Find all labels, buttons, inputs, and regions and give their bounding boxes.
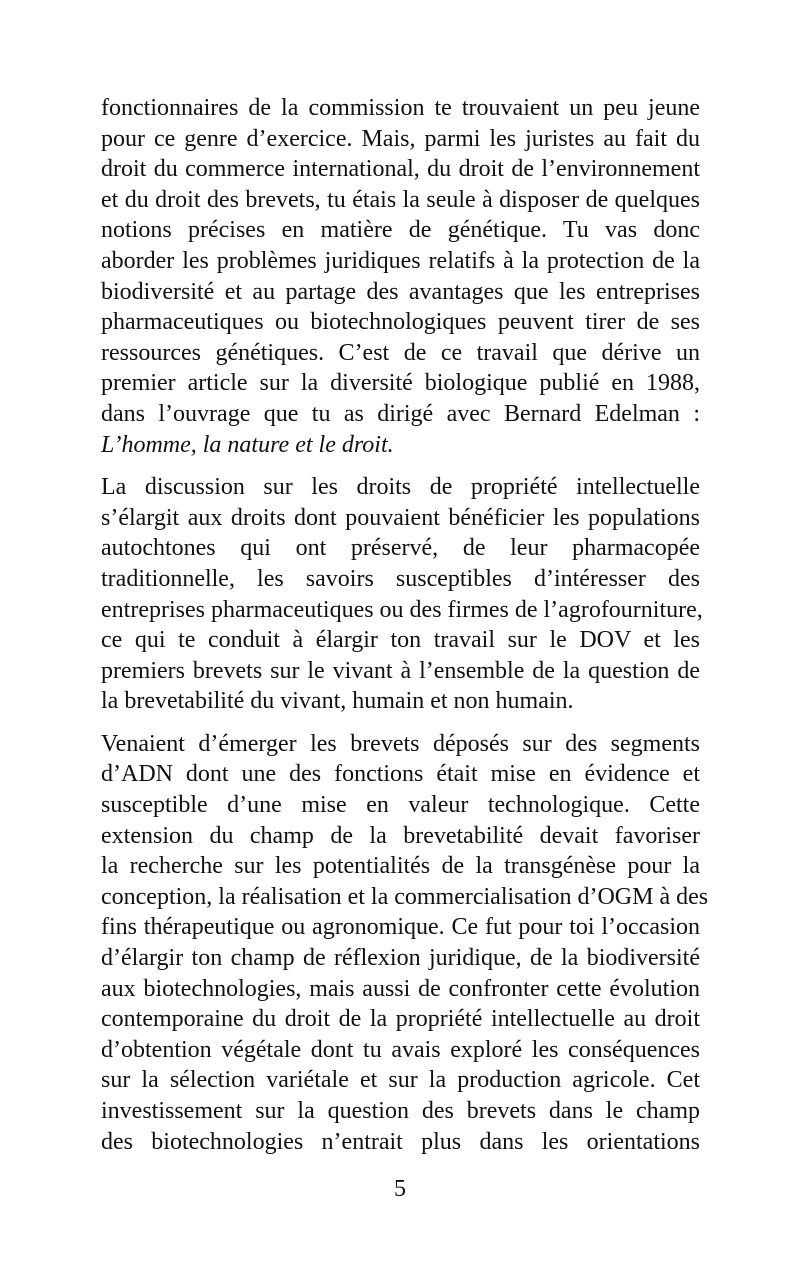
body-text (101, 93, 709, 1169)
text-line: la recherche sur les potentialités de la transgénèse pour la (101, 853, 700, 880)
text-line: extension du champ de la brevetabilité devait favoriser (101, 822, 700, 849)
paragraph (101, 93, 700, 460)
text-line: droit du commerce international, du droit de l’environnement (101, 156, 700, 183)
text-line: fonctionnaires de la commission te trouvaient un peu jeune (101, 95, 700, 121)
text-line: pharmaceutiques ou biotechnologiques peuvent tirer de ses (101, 309, 700, 336)
text-line: notions précises en matière de génétique. Tu vas donc (101, 217, 700, 244)
page-number: 5 (394, 1176, 406, 1202)
text-line: dans l’ouvrage que tu as dirigé avec Bernard Edelman : (101, 400, 700, 427)
text-line: s’élargit aux droits dont pouvaient bénéficier les populations (101, 504, 700, 531)
text-line: premier article sur la diversité biologique publié en 1988, (101, 370, 700, 397)
text-line: la brevetabilité du vivant, humain et non humain. (101, 688, 574, 715)
paragraph (101, 472, 703, 717)
text-line: investissement sur la question des brevets dans le champ (101, 1098, 700, 1124)
text-line: susceptible d’une mise en valeur technologique. Cette (101, 792, 700, 819)
book-title-line: L’homme, la nature et le droit. (101, 431, 394, 458)
text-line: aborder les problèmes juridiques relatifs à la protection de la (101, 247, 700, 274)
text-line: pour ce genre d’exercice. Mais, parmi les juristes au fait du (101, 125, 700, 152)
text-line: ce qui te conduit à élargir ton travail sur le DOV et les (101, 627, 700, 654)
text-line: premiers brevets sur le vivant à l’ensemble de la question de (101, 657, 700, 684)
text-line: d’obtention végétale dont tu avais exploré les conséquences (101, 1036, 700, 1063)
text-line: autochtones qui ont préservé, de leur pharmacopée (101, 535, 700, 562)
text-line: La discussion sur les droits de propriété intellectuelle (101, 474, 700, 501)
text-line: fins thérapeutique ou agronomique. Ce fut pour toi l’occasion (101, 914, 700, 941)
text-line: traditionnelle, les savoirs susceptibles d’intéresser des (101, 565, 700, 592)
text-line: conception, la réalisation et la commercialisation d’OGM à des (101, 883, 709, 910)
text-line: sur la sélection variétale et sur la production agricole. Cet (101, 1067, 700, 1094)
text-line: contemporaine du droit de la propriété intellectuelle au droit (101, 1006, 700, 1033)
text-line: aux biotechnologies, mais aussi de confronter cette évolution (101, 975, 700, 1002)
text-line: biodiversité et au partage des avantages que les entreprises (101, 278, 700, 305)
text-line: d’ADN dont une des fonctions était mise en évidence et (101, 761, 700, 788)
text-line: d’élargir ton champ de réflexion juridique, de la biodiversité (101, 945, 700, 972)
paragraph (101, 729, 709, 1157)
text-line: et du droit des brevets, tu étais la seule à disposer de quelques (101, 186, 700, 213)
text-line: des biotechnologies n’entrait plus dans les orientations (101, 1128, 700, 1155)
text-line: Venaient d’émerger les brevets déposés sur des segments (101, 730, 700, 757)
text-line: ressources génétiques. C’est de ce travail que dérive un (101, 339, 700, 366)
text-line: entreprises pharmaceutiques ou des firmes de l’agrofourniture, (101, 596, 703, 623)
